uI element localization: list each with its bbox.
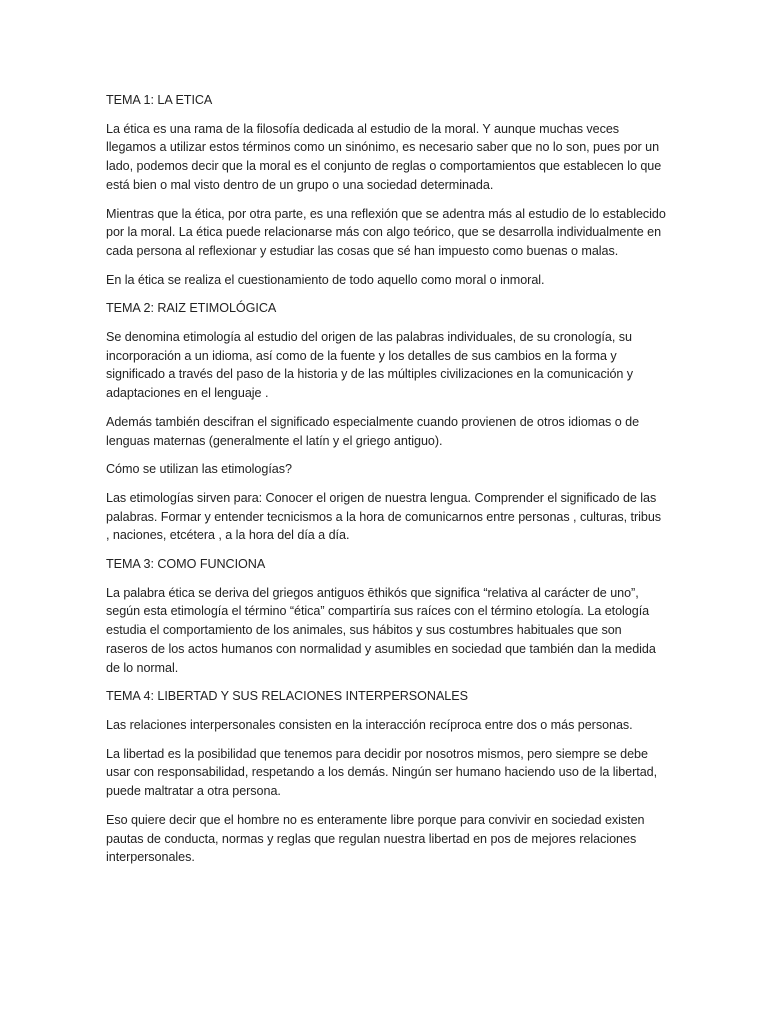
section-heading-3: TEMA 3: COMO FUNCIONA: [106, 557, 266, 572]
section-heading-4: TEMA 4: LIBERTAD Y SUS RELACIONES INTERPERSONALES: [106, 689, 468, 704]
section-heading-2: TEMA 2: RAIZ ETIMOLÓGICA: [106, 301, 277, 316]
paragraph: Las etimologías sirven para: Conocer el origen de nuestra lengua. Comprender el significado de las palabras. Formar y entender tecnicismos a la hora de comunicarnos entre personas , culturas, tribus , naciones, etcétera , a la hora del día a día.: [106, 490, 662, 543]
paragraph: La libertad es la posibilidad que tenemos para decidir por nosotros mismos, pero siempre se debe usar con responsabilidad, respetando a los demás. Ningún ser humano haciendo uso de la libertad, puede maltratar a otra persona.: [106, 746, 658, 799]
paragraph: Las relaciones interpersonales consisten en la interacción recíproca entre dos o más personas.: [106, 717, 633, 732]
paragraph: Además también descifran el significado especialmente cuando provienen de otros idiomas o de lenguas maternas (generalmente el latín y el griego antiguo).: [106, 414, 640, 448]
paragraph: La palabra ética se deriva del griegos antiguos ēthikós que significa “relativa al carácter de uno”, según esta etimología el término “ética” compartiría sus raíces con el término etología. La etología estudia el comportamiento de los animales, sus hábitos y sus costumbres habituales que son raseros de los actos humanos con normalidad y asumibles en sociedad que también dan la medida de lo normal.: [106, 585, 656, 675]
paragraph: En la ética se realiza el cuestionamiento de todo aquello como moral o inmoral.: [106, 272, 545, 287]
document-page: [106, 91, 666, 877]
section-heading-1: TEMA 1: LA ETICA: [106, 93, 213, 107]
paragraph: Eso quiere decir que el hombre no es enteramente libre porque para convivir en sociedad existen pautas de conducta, normas y reglas que regulan nuestra libertad en pos de mejores relaciones interpersonales.: [106, 812, 645, 865]
paragraph: Mientras que la ética, por otra parte, es una reflexión que se adentra más al estudio de lo establecido por la moral. La ética puede relacionarse más con algo teórico, que se desarrolla individualmente en cada persona al reflexionar y estudiar las cosas que sé han impuesto como buenas o malas.: [106, 206, 666, 258]
paragraph: La ética es una rama de la filosofía dedicada al estudio de la moral. Y aunque muchas veces llegamos a utilizar estos términos como un sinónimo, es necesario saber que no lo son, pues por un lado, podemos decir que la moral es el conjunto de reglas o comportamientos que establecen lo que está bien o mal visto dentro de un grupo o una sociedad determinada.: [106, 121, 662, 192]
paragraph: Cómo se utilizan las etimologías?: [106, 462, 292, 477]
paragraph: Se denomina etimología al estudio del origen de las palabras individuales, de su cronología, su incorporación a un idioma, así como de la fuente y los detalles de sus cambios en la forma y significado a través del paso de la historia y de las múltiples civilizaciones en la comunicación y adaptaciones en el lenguaje .: [106, 330, 634, 401]
